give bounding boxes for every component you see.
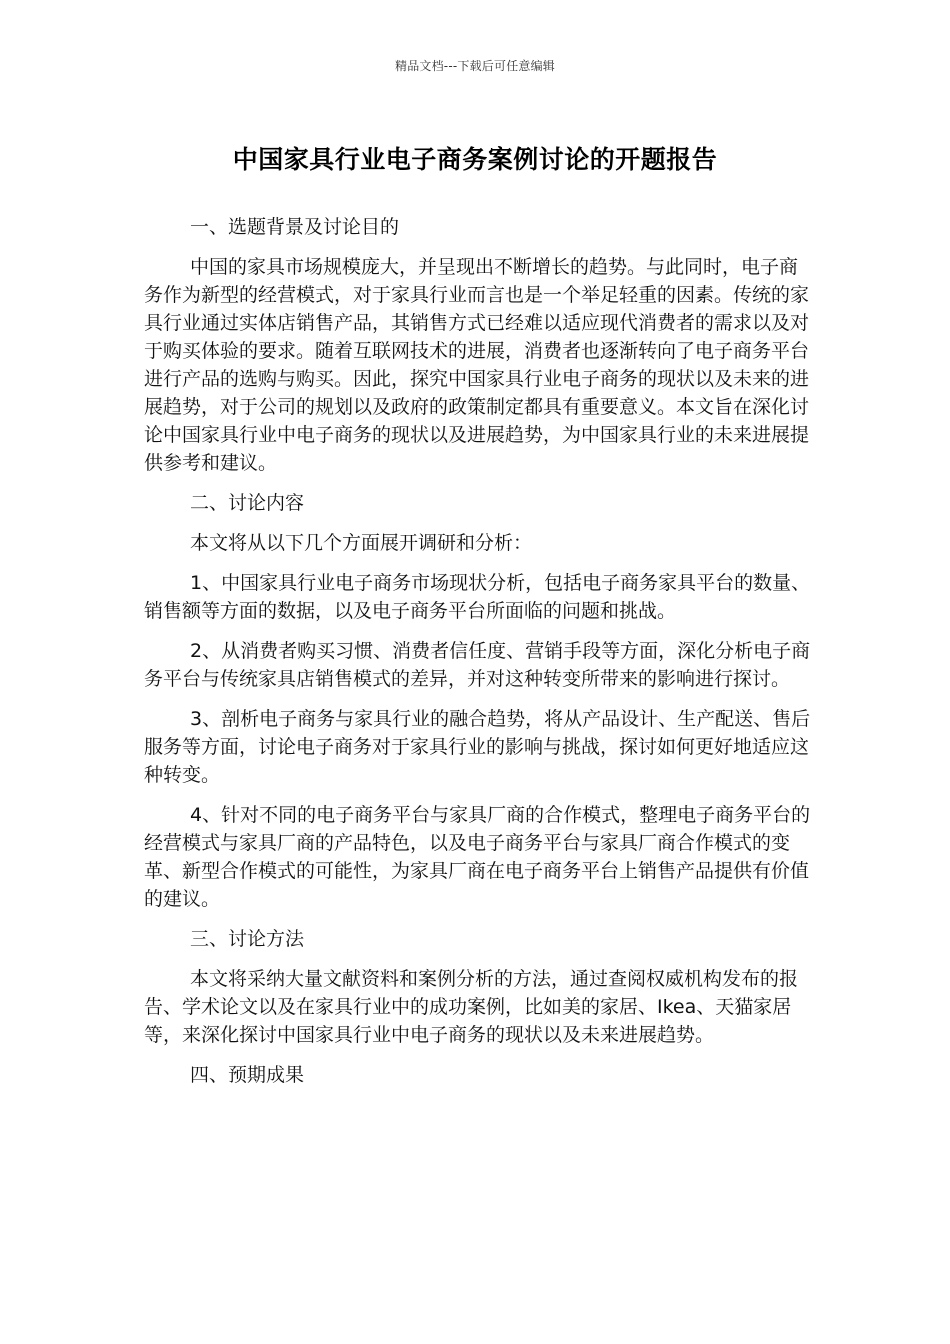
paragraph-content-item-2: 2、从消费者购买习惯、消费者信任度、营销手段等方面，深化分析电子商务平台与传统家具店销售模式的差异，并对这种转变所带来的影响进行探讨。 bbox=[144, 640, 811, 690]
page-title: 中国家具行业电子商务案例讨论的开题报告 bbox=[232, 145, 718, 174]
header-note: 精品文档---下载后可任意编辑 bbox=[395, 59, 555, 73]
section-heading-outcomes: 四、预期成果 bbox=[190, 1064, 305, 1086]
paragraph-content-item-3: 3、剖析电子商务与家具行业的融合趋势，将从产品设计、生产配送、售后服务等方面，讨论电子商务对于家具行业的影响与挑战，探讨如何更好地适应这种转变。 bbox=[144, 708, 811, 786]
paragraph-content-item-1: 1、中国家具行业电子商务市场现状分析，包括电子商务家具平台的数量、销售额等方面的数据，以及电子商务平台所面临的问题和挑战。 bbox=[144, 572, 811, 622]
paragraph-content-intro: 本文将从以下几个方面展开调研和分析： bbox=[190, 532, 533, 554]
section-heading-content: 二、讨论内容 bbox=[190, 492, 305, 514]
section-heading-background: 一、选题背景及讨论目的 bbox=[190, 216, 400, 238]
document-body bbox=[144, 213, 816, 1101]
paragraph-background: 中国的家具市场规模庞大，并呈现出不断增长的趋势。与此同时，电子商务作为新型的经营模式，对于家具行业而言也是一个举足轻重的因素。传统的家具行业通过实体店销售产品，其销售方式已经难以适应现代消费者的需求以及对于购买体验的要求。随着互联网技术的进展，消费者也逐渐转向了电子商务平台进行产品的选购与购买。因此，探究中国家具行业电子商务的现状以及未来的进展趋势，对于公司的规划以及政府的政策制定都具有重要意义。本文旨在深化讨论中国家具行业中电子商务的现状以及进展趋势，为中国家具行业的未来进展提供参考和建议。 bbox=[144, 256, 810, 474]
section-heading-method: 三、讨论方法 bbox=[190, 928, 305, 950]
paragraph-method: 本文将采纳大量文献资料和案例分析的方法，通过查阅权威机构发布的报告、学术论文以及在家具行业中的成功案例，比如美的家居、Ikea、天猫家居等，来深化探讨中国家具行业中电子商务的现状以及未来进展趋势。 bbox=[144, 968, 799, 1046]
paragraph-content-item-4: 4、针对不同的电子商务平台与家具厂商的合作模式，整理电子商务平台的经营模式与家具厂商的产品特色，以及电子商务平台与家具厂商合作模式的变革、新型合作模式的可能性，为家具厂商在电子商务平台上销售产品提供有价值的建议。 bbox=[144, 804, 811, 910]
